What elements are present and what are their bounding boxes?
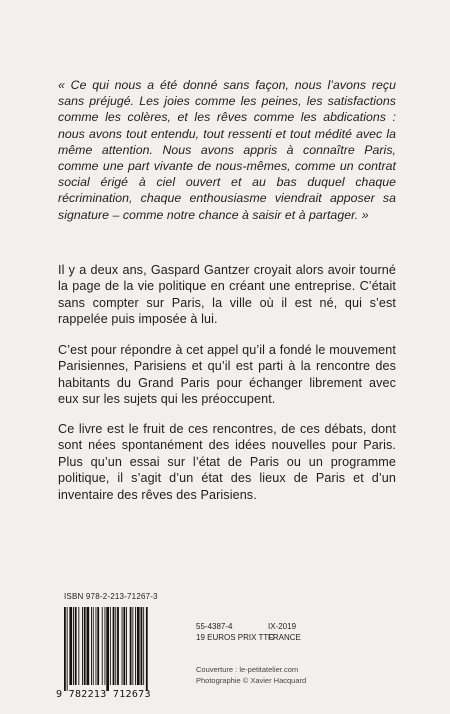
price: 19 EUROS PRIX TTC	[196, 633, 275, 642]
isbn-label: ISBN 978-2-213-71267-3	[64, 592, 158, 601]
barcode-digits: 9 782213 712673	[56, 689, 151, 700]
cover-quote: « Ce qui nous a été donné sans façon, nous l’avons reçu sans préjugé. Les joies comme les peines, les satisfactions comme les colères, et les rêves comme les abdications : nous avons tout entendu, tout ressenti et tout médité avec la même attention. Nous avons appris à connaître Paris, comme une part vivante de nous-mêmes, comme un contrat social érigé à ciel ouvert et au bas duquel chaque récrimination, chaque enthousiasme viendrait apposer sa signature – comme notre chance à saisir et à partager. »	[58, 78, 396, 222]
edition-code: 55-4387-4	[196, 622, 233, 631]
photo-credit: Photographie © Xavier Hacquard	[196, 676, 307, 685]
barcode-icon	[64, 607, 168, 691]
summary-paragraph-2: C’est pour répondre à cet appel qu’il a fondé le mouvement Parisiennes, Parisiens et qu’il est parti à la rencontre des habitants du Grand Paris pour échanger librement avec eux sur les sujets qui les préoccupent.	[58, 343, 396, 407]
cover-credit: Couverture : le-petitatelier.com	[196, 665, 299, 674]
summary-paragraph-3: Ce livre est le fruit de ces rencontres, de ces débats, dont sont nées spontanément des idées nouvelles pour Paris. Plus qu’un essai sur l’état de Paris ou un programme politique, il s’agit d’un état des lieux de Paris et d’un inventaire des rêves des Parisiens.	[58, 422, 396, 502]
country: FRANCE	[268, 633, 301, 642]
edition-date: IX-2019	[268, 622, 297, 631]
summary-paragraph-1: Il y a deux ans, Gaspard Gantzer croyait alors avoir tourné la page de la vie politique en créant une entreprise. C’était sans compter sur Paris, la ville où il est né, qui s’est rappelée puis imposée à lui.	[58, 263, 396, 327]
